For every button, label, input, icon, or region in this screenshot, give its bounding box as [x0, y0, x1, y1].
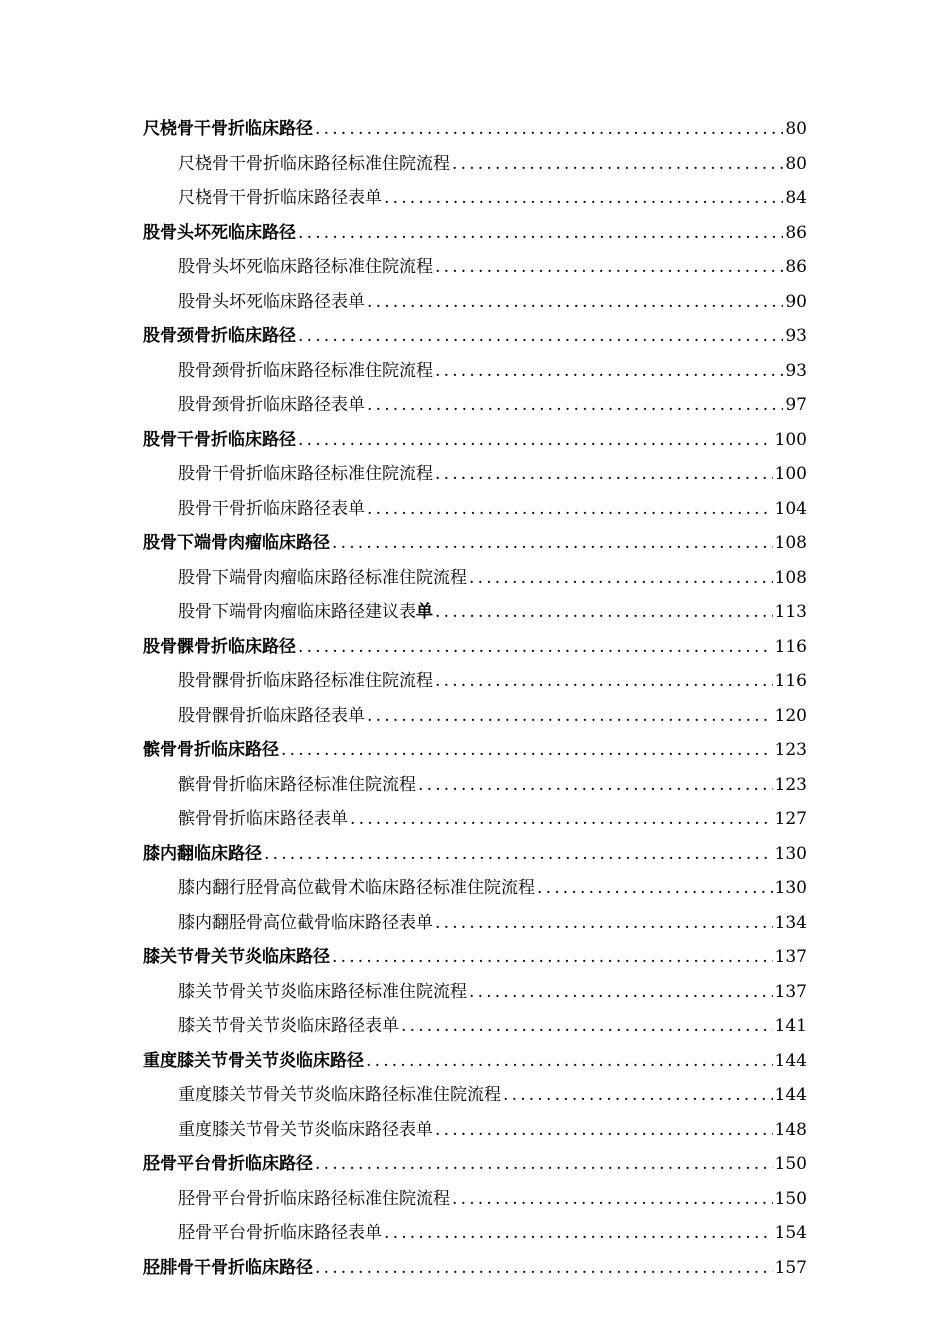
toc-section-entry[interactable]: [143, 768, 807, 803]
dot-leader: [435, 906, 773, 941]
toc-entry-title-text: 膝关节骨关节炎临床路径标准住院流程: [178, 981, 467, 1002]
toc-page-number: 86: [785, 257, 807, 277]
dot-leader: [298, 423, 773, 458]
dot-leader: [332, 940, 773, 975]
dot-leader: [350, 802, 773, 837]
toc-page-number: 141: [774, 1016, 807, 1036]
toc-entry-title: [178, 181, 382, 216]
toc-entry-title-text: 胫骨平台骨折临床路径表单: [178, 1223, 382, 1243]
toc-entry-title-text: 尺桡骨干骨折临床路径标准住院流程: [178, 153, 450, 174]
toc-entry-title-text: 尺桡骨干骨折临床路径: [143, 119, 313, 139]
toc-entry-title: [143, 630, 296, 665]
toc-page-number: 100: [774, 429, 807, 450]
dot-leader: [384, 181, 783, 216]
toc-entry-title: [143, 733, 279, 768]
toc-chapter-entry[interactable]: [143, 733, 807, 768]
dot-leader: [298, 319, 783, 354]
toc-page-number: 108: [774, 533, 807, 553]
toc-chapter-entry[interactable]: [143, 1251, 807, 1286]
dot-leader: [469, 975, 773, 1010]
toc-entry-title: [143, 1251, 313, 1286]
toc-entry-title-text: 重度膝关节骨关节炎临床路径表单: [178, 1119, 433, 1140]
toc-entry-title: [178, 388, 365, 423]
toc-entry-title-text: 重度膝关节骨关节炎临床路径标准住院流程: [178, 1085, 501, 1105]
dot-leader: [452, 147, 783, 182]
dot-leader: [435, 457, 773, 492]
toc-entry-title-text: 股骨颈骨折临床路径标准住院流程: [178, 360, 433, 381]
dot-leader: [435, 595, 773, 630]
dot-leader: [281, 733, 773, 768]
dot-leader: [452, 1182, 773, 1217]
toc-section-entry[interactable]: [143, 1216, 807, 1251]
toc-entry-title-text: 重度膝关节骨关节炎临床路径: [143, 1050, 364, 1071]
toc-entry-title-text: 股骨髁骨折临床路径: [143, 636, 296, 657]
toc-entry-title-text: 股骨颈骨折临床路径表单: [178, 395, 365, 415]
dot-leader: [367, 285, 783, 320]
toc-entry-title: [143, 1147, 313, 1182]
dot-leader: [366, 1044, 773, 1079]
toc-page-number: 104: [774, 498, 807, 519]
toc-entry-title: [178, 561, 467, 596]
toc-entry-title: [178, 1009, 399, 1044]
toc-section-entry[interactable]: [143, 871, 807, 906]
toc-entry-title: [143, 837, 262, 872]
toc-entry-title: [143, 940, 330, 975]
toc-page-number: 123: [774, 774, 807, 795]
toc-chapter-entry[interactable]: [143, 423, 807, 458]
toc-chapter-entry[interactable]: [143, 112, 807, 147]
toc-section-entry[interactable]: [143, 595, 807, 630]
toc-entry-title: [178, 1216, 382, 1251]
dot-leader: [315, 1251, 773, 1286]
toc-entry-title: [178, 975, 467, 1010]
toc-entry-title: [178, 1078, 501, 1113]
toc-entry-title-suffix: 单: [416, 602, 433, 622]
toc-page-number: 144: [774, 1050, 807, 1071]
dot-leader: [367, 699, 773, 734]
toc-entry-title: [143, 319, 296, 354]
toc-entry-title-text: 髌骨骨折临床路径标准住院流程: [178, 774, 416, 795]
toc-chapter-entry[interactable]: [143, 1147, 807, 1182]
toc-entry-title: [178, 1113, 433, 1148]
dot-leader: [435, 664, 773, 699]
toc-page-number: 150: [774, 1154, 807, 1174]
toc-page-number: 157: [774, 1257, 807, 1278]
dot-leader: [298, 630, 773, 665]
toc-page-number: 93: [785, 326, 807, 346]
toc-section-entry[interactable]: [143, 1113, 807, 1148]
dot-leader: [367, 492, 773, 527]
toc-entry-title: [178, 768, 416, 803]
dot-leader: [503, 1078, 773, 1113]
toc-page-number: 86: [785, 222, 807, 243]
toc-section-entry[interactable]: [143, 561, 807, 596]
toc-section-entry[interactable]: [143, 1009, 807, 1044]
toc-entry-title: [178, 1182, 450, 1217]
toc-page-number: 80: [785, 119, 807, 139]
toc-page-number: 137: [774, 981, 807, 1002]
toc-section-entry[interactable]: [143, 250, 807, 285]
toc-page-number: 113: [774, 602, 807, 622]
dot-leader: [315, 112, 783, 147]
toc-entry-title-text: 股骨干骨折临床路径: [143, 429, 296, 450]
toc-page-number: 120: [774, 705, 807, 726]
toc-page-number: 116: [774, 636, 807, 657]
toc-entry-title-text: 膝关节骨关节炎临床路径表单: [178, 1016, 399, 1036]
toc-entry-title-text: 股骨下端骨肉瘤临床路径: [143, 533, 330, 553]
toc-entry-title: [143, 112, 313, 147]
toc-entry-title-text: 胫腓骨干骨折临床路径: [143, 1257, 313, 1278]
dot-leader: [469, 561, 773, 596]
toc-page-number: 150: [774, 1188, 807, 1209]
toc-entry-title-text: 股骨头坏死临床路径标准住院流程: [178, 257, 433, 277]
toc-chapter-entry[interactable]: [143, 319, 807, 354]
toc-entry-title: [143, 216, 296, 251]
dot-leader: [264, 837, 773, 872]
toc-entry-title: [178, 699, 365, 734]
toc-entry-title: [143, 1044, 364, 1079]
toc-section-entry[interactable]: [143, 457, 807, 492]
toc-chapter-entry[interactable]: [143, 630, 807, 665]
toc-entry-title: [178, 354, 433, 389]
toc-page-number: 97: [785, 395, 807, 415]
toc-entry-title: [178, 906, 433, 941]
toc-entry-title-text: 膝内翻行胫骨高位截骨术临床路径标准住院流程: [178, 878, 535, 898]
toc-entry-title-text: 股骨干骨折临床路径表单: [178, 498, 365, 519]
toc-entry-title-text: 胫骨平台骨折临床路径: [143, 1154, 313, 1174]
toc-entry-title-text: 髌骨骨折临床路径: [143, 740, 279, 760]
dot-leader: [435, 1113, 773, 1148]
toc-section-entry[interactable]: [143, 181, 807, 216]
dot-leader: [537, 871, 773, 906]
toc-page-number: 93: [785, 360, 807, 381]
toc-entry-title: [178, 595, 433, 630]
toc-entry-title: [178, 250, 433, 285]
toc-section-entry[interactable]: [143, 802, 807, 837]
toc-entry-title: [178, 492, 365, 527]
toc-section-entry[interactable]: [143, 664, 807, 699]
toc-entry-title: [178, 147, 450, 182]
toc-page-number: 90: [785, 291, 807, 312]
toc-section-entry[interactable]: [143, 492, 807, 527]
toc-section-entry[interactable]: [143, 975, 807, 1010]
table-of-contents: [143, 112, 807, 1285]
toc-entry-title-text: 股骨下端骨肉瘤临床路径标准住院流程: [178, 567, 467, 588]
toc-page-number: 144: [774, 1085, 807, 1105]
toc-entry-title: [143, 423, 296, 458]
toc-entry-title-text: 股骨下端骨肉瘤临床路径建议表: [178, 602, 416, 622]
dot-leader: [435, 354, 783, 389]
toc-page-number: 134: [774, 912, 807, 933]
toc-page-number: 130: [774, 843, 807, 864]
toc-page-number: 127: [774, 809, 807, 829]
toc-entry-title-text: 股骨颈骨折临床路径: [143, 326, 296, 346]
dot-leader: [435, 250, 783, 285]
toc-section-entry[interactable]: [143, 699, 807, 734]
dot-leader: [298, 216, 783, 251]
toc-entry-title-text: 尺桡骨干骨折临床路径表单: [178, 188, 382, 208]
dot-leader: [401, 1009, 773, 1044]
toc-entry-title: [178, 285, 365, 320]
toc-section-entry[interactable]: [143, 1078, 807, 1113]
toc-entry-title-text: 膝内翻胫骨高位截骨临床路径表单: [178, 912, 433, 933]
toc-page-number: 148: [774, 1119, 807, 1140]
toc-entry-title: [178, 457, 433, 492]
toc-entry-title-text: 膝关节骨关节炎临床路径: [143, 947, 330, 967]
dot-leader: [418, 768, 773, 803]
toc-page-number: 123: [774, 740, 807, 760]
toc-chapter-entry[interactable]: [143, 837, 807, 872]
toc-entry-title-text: 股骨头坏死临床路径: [143, 222, 296, 243]
toc-chapter-entry[interactable]: [143, 940, 807, 975]
toc-entry-title: [178, 664, 433, 699]
toc-entry-title-text: 膝内翻临床路径: [143, 843, 262, 864]
dot-leader: [384, 1216, 773, 1251]
toc-chapter-entry[interactable]: [143, 216, 807, 251]
toc-section-entry[interactable]: [143, 906, 807, 941]
toc-entry-title: [178, 871, 535, 906]
toc-entry-title: [143, 526, 330, 561]
toc-section-entry[interactable]: [143, 388, 807, 423]
toc-section-entry[interactable]: [143, 354, 807, 389]
toc-page-number: 100: [774, 464, 807, 484]
toc-page-number: 84: [785, 188, 807, 208]
toc-section-entry[interactable]: [143, 147, 807, 182]
toc-page-number: 80: [785, 153, 807, 174]
toc-page-number: 130: [774, 878, 807, 898]
toc-entry-title-text: 胫骨平台骨折临床路径标准住院流程: [178, 1188, 450, 1209]
toc-entry-title-text: 髌骨骨折临床路径表单: [178, 809, 348, 829]
toc-section-entry[interactable]: [143, 1182, 807, 1217]
dot-leader: [332, 526, 773, 561]
toc-entry-title: [178, 802, 348, 837]
toc-page-number: 108: [774, 567, 807, 588]
toc-entry-title-text: 股骨髁骨折临床路径表单: [178, 705, 365, 726]
toc-entry-title-text: 股骨干骨折临床路径标准住院流程: [178, 464, 433, 484]
dot-leader: [315, 1147, 773, 1182]
toc-section-entry[interactable]: [143, 285, 807, 320]
toc-page-number: 137: [774, 947, 807, 967]
toc-entry-title-text: 股骨头坏死临床路径表单: [178, 291, 365, 312]
dot-leader: [367, 388, 783, 423]
toc-chapter-entry[interactable]: [143, 1044, 807, 1079]
toc-page-number: 154: [774, 1223, 807, 1243]
toc-chapter-entry[interactable]: [143, 526, 807, 561]
toc-page-number: 116: [774, 671, 807, 691]
toc-entry-title-text: 股骨髁骨折临床路径标准住院流程: [178, 671, 433, 691]
